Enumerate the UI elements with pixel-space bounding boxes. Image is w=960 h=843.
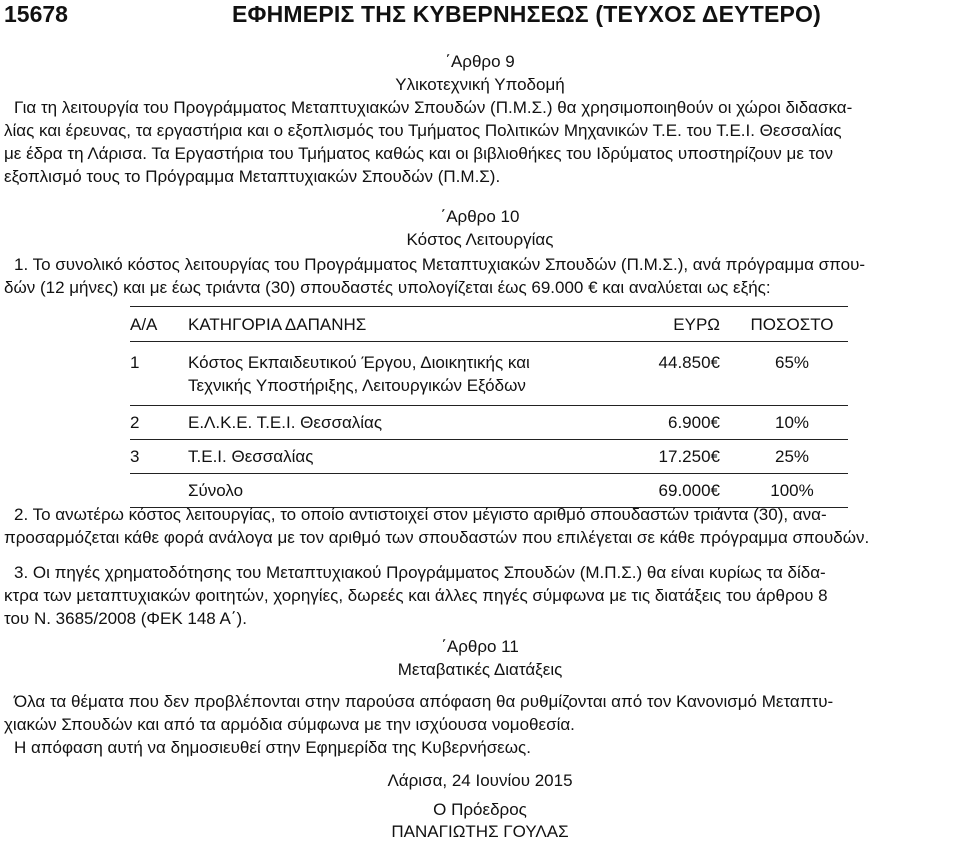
article-10-paragraph-2 (4, 503, 960, 549)
gazette-header (0, 0, 960, 34)
row-percent: 65% (774, 353, 810, 372)
total-percent: 100% (770, 481, 814, 500)
total-label: Σύνολο (188, 481, 244, 500)
text-line: δών (12 μήνες) και με έως τριάντα (30) σπουδαστές υπολογίζεται έως 69.000 € και αναλύεται ως εξής: (4, 278, 771, 297)
category-line: Τεχνικής Υποστήριξης, Λειτουργικών Εξόδων (188, 376, 526, 395)
text-line: κτρα των μεταπτυχιακών φοιτητών, χορηγίες, δωρεές και άλλες πηγές σύμφωνα με τις διατάξεις του άρθρου 8 (4, 586, 828, 605)
row-percent: 25% (774, 447, 810, 466)
table-row (130, 342, 848, 406)
text-line: Για τη λειτουργία του Προγράμματος Μεταπτυχιακών Σπουδών (Π.Μ.Σ.) θα χρησιμοποιηθούν οι χώροι διδασκα- (14, 98, 853, 117)
article-11-body (4, 690, 960, 759)
row-category: Τ.Ε.Ι. Θεσσαλίας (188, 447, 314, 466)
gazette-title: ΕΦΗΜΕΡΙΣ ΤΗΣ ΚΥΒΕΡΝΗΣΕΩΣ (ΤΕΥΧΟΣ ΔΕΥΤΕΡΟ) (232, 1, 821, 27)
row-number: 2 (130, 413, 140, 432)
row-percent: 10% (774, 413, 810, 432)
text-line: χιακών Σπουδών και από τα αρμόδια σύμφωνα με την ισχύουσα νομοθεσία. (4, 715, 575, 734)
row-number: 1 (130, 353, 140, 372)
column-header-euro: ΕΥΡΩ (673, 314, 720, 334)
text-line: προσαρμόζεται κάθε φορά ανάλογα με τον αριθμό των σπουδαστών που επιλέγεται σε κάθε πρόγραμμα σπουδών. (4, 528, 870, 547)
article-10-heading: ΄Αρθρο 10 (440, 207, 520, 226)
text-line: 3. Οι πηγές χρηματοδότησης του Μεταπτυχιακού Προγράμματος Σπουδών (Μ.Π.Σ.) θα είναι κυρίως τα δίδα- (14, 563, 826, 582)
category-line: Κόστος Εκπαιδευτικού Έργου, Διοικητικής και (188, 353, 530, 372)
article-9-body (4, 96, 960, 188)
text-line: με έδρα τη Λάρισα. Τα Εργαστήρια του Τμήματος καθώς και οι βιβλιοθήκες του Ιδρύματος υποστηρίζουν με τον (4, 144, 834, 163)
article-9-subheading: Υλικοτεχνική Υποδομή (395, 75, 565, 94)
column-header-aa: Α/Α (130, 314, 158, 334)
row-category: Ε.Λ.Κ.Ε. Τ.Ε.Ι. Θεσσαλίας (188, 413, 383, 432)
table-header-row (130, 307, 848, 342)
article-9-heading: ΄Αρθρο 9 (445, 52, 515, 71)
row-category (188, 342, 610, 406)
text-line: 2. Το ανωτέρω κόστος λειτουργίας, το οποίο αντιστοιχεί στον μέγιστο αριθμό σπουδαστών τριάντα (30), ανα- (14, 505, 827, 524)
publication-line: Η απόφαση αυτή να δημοσιευθεί στην Εφημερίδα της Κυβερνήσεως. (14, 738, 531, 757)
text-line: του Ν. 3685/2008 (ΦΕΚ 148 Α΄). (4, 609, 247, 628)
row-euro: 6.900€ (668, 413, 720, 432)
column-header-percent: ΠΟΣΟΣΤΟ (750, 314, 834, 334)
place-date: Λάρισα, 24 Ιουνίου 2015 (387, 771, 573, 790)
cost-table (130, 306, 848, 508)
text-line: λίας και έρευνας, τα εργαστήρια και ο εξοπλισμός του Τμήματος Πολιτικών Μηχανικών Τ.Ε. του Τ.Ε.Ι. Θεσσαλίας (4, 121, 842, 140)
total-euro: 69.000€ (658, 481, 720, 500)
signer-name: ΠΑΝΑΓΙΩΤΗΣ ΓΟΥΛΑΣ (391, 822, 569, 841)
article-11-heading: ΄Αρθρο 11 (441, 637, 519, 656)
article-10-intro (4, 253, 960, 299)
article-11-subheading: Μεταβατικές Διατάξεις (397, 660, 563, 679)
table-row (130, 440, 848, 474)
table-row (130, 406, 848, 440)
row-euro: 17.250€ (658, 447, 720, 466)
column-header-category: ΚΑΤΗΓΟΡΙΑ ΔΑΠΑΝΗΣ (188, 314, 367, 334)
signer-role: Ο Πρόεδρος (433, 800, 527, 819)
row-euro: 44.850€ (658, 353, 720, 372)
article-10-paragraph-3 (4, 561, 960, 630)
text-line: εξοπλισμό τους το Πρόγραμμα Μεταπτυχιακών Σπουδών (Π.Μ.Σ). (4, 167, 501, 186)
text-line: 1. Το συνολικό κόστος λειτουργίας του Προγράμματος Μεταπτυχιακών Σπουδών (Π.Μ.Σ.), ανά πρόγραμμα σπου- (14, 255, 866, 274)
article-10-subheading: Κόστος Λειτουργίας (406, 230, 554, 249)
page-number: 15678 (4, 1, 68, 27)
row-number: 3 (130, 447, 140, 466)
text-line: Όλα τα θέματα που δεν προβλέπονται στην παρούσα απόφαση θα ρυθμίζονται από τον Κανονισμό Μεταπτυ- (14, 692, 834, 711)
